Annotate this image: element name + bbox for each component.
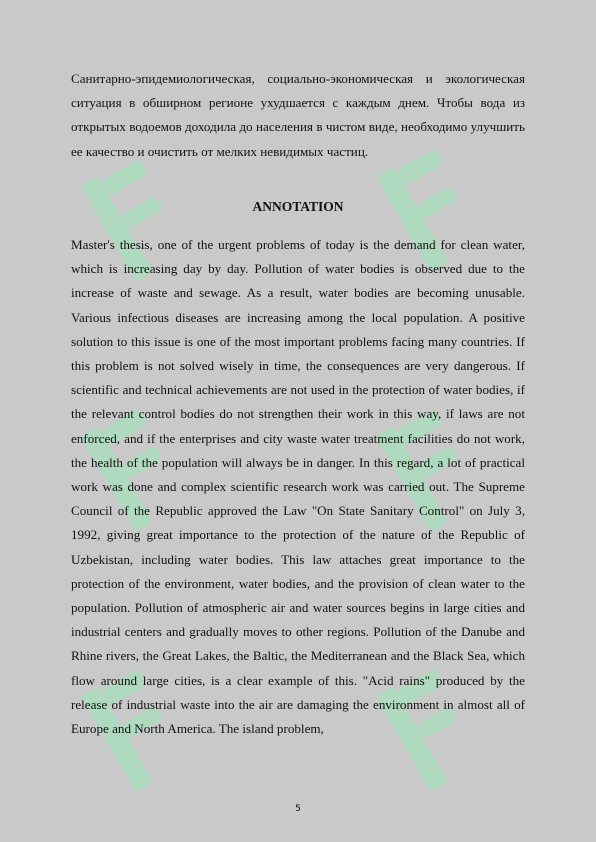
annotation-paragraph: Master's thesis, one of the urgent problems of today is the demand for clean water, which is increasing day by day. Pollution of water bodies is observed due to the increase of waste and sewage. As a result, water bodies are becoming unusable. Various infectious diseases are increasing among the local population. A positive solution to this issue is one of the most important problems facing many countries. If this problem is not solved wisely in time, the consequences are very dangerous. If scientific and technical achievements are not used in the protection of water bodies, if the relevant control bodies do not strengthen their work in this way, if laws are not enforced, and if the enterprises and city waste water treatment facilities do not work, the health of the population will always be in danger. In this regard, a lot of practical work was done and complex scientific research work was carried out. The Supreme Council of the Republic approved the Law "On State Sanitary Control" on July 3, 1992, giving great importance to the protection of the nature of the Republic of Uzbekistan, including water bodies. This law attaches great importance to the protection of the environment, water bodies, and the provision of clean water to the population. Pollution of atmospheric air and water sources begins in large cities and industrial centers and gradually moves to other regions. Pollution of the Danube and Rhine rivers, the Great Lakes, the Baltic, the Mediterranean and the Black Sea, which flow around large cities, is a clear example of this. "Acid rains" produced by the release of industrial waste into the air are damaging the environment in almost all of Europe and North America. The island problem,	[71, 237, 525, 737]
section-heading: ANNOTATION	[252, 199, 344, 214]
page-number: 5	[295, 804, 301, 814]
russian-paragraph: Санитарно-эпидемиологическая, социально-экономическая и экологическая ситуация в обширном регионе ухудшается с каждым днем. Чтобы вода из открытых водоемов доходила до населения в чистом виде, необходимо улучшить ее качество и очистить от мелких невидимых частиц.	[71, 71, 525, 159]
